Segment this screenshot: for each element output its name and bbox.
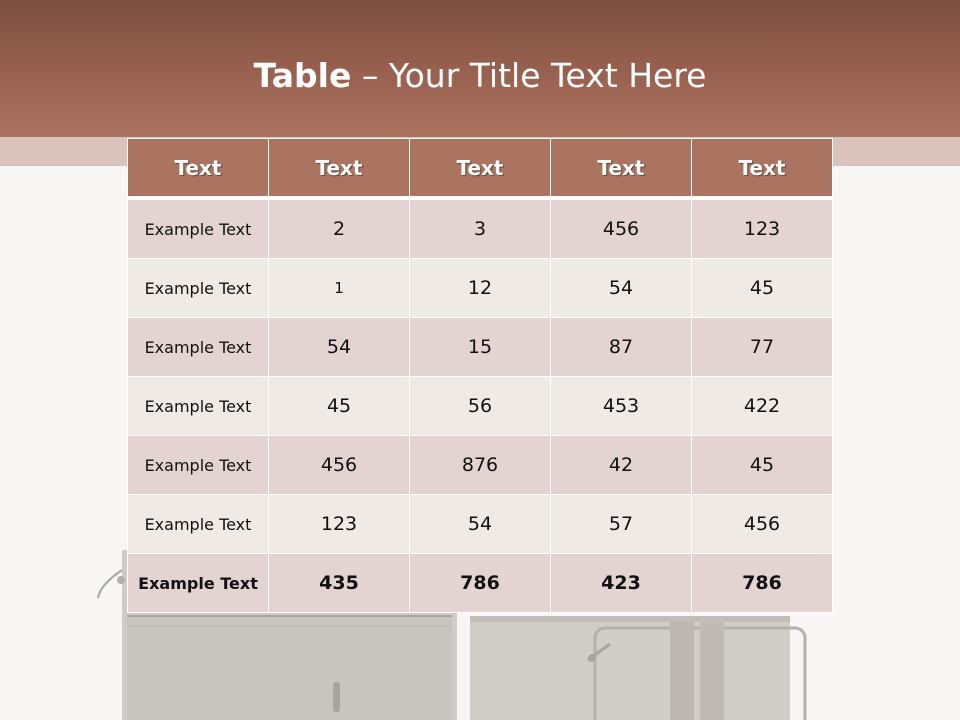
table-cell: 435 xyxy=(269,554,410,613)
table-cell: 45 xyxy=(692,436,833,495)
slide-title xyxy=(0,54,960,98)
table-row xyxy=(128,436,833,495)
table-cell: 123 xyxy=(269,495,410,554)
table-total-row xyxy=(128,554,833,613)
slide-title-rest: – Your Title Text Here xyxy=(361,56,707,95)
table-cell: 423 xyxy=(551,554,692,613)
row-label: Example Text xyxy=(128,198,269,259)
table-cell: 422 xyxy=(692,377,833,436)
table-cell: 15 xyxy=(410,318,551,377)
row-label: Example Text xyxy=(128,495,269,554)
table-row xyxy=(128,495,833,554)
row-label: Example Text xyxy=(128,436,269,495)
table-cell: 3 xyxy=(410,198,551,259)
table-cell: 123 xyxy=(692,198,833,259)
table-row xyxy=(128,377,833,436)
table-cell: 54 xyxy=(269,318,410,377)
header-cell: Text xyxy=(410,139,551,199)
table-cell: 786 xyxy=(410,554,551,613)
table-cell: 77 xyxy=(692,318,833,377)
header-cell: Text xyxy=(269,139,410,199)
table-cell: 45 xyxy=(692,259,833,318)
table-cell: 456 xyxy=(692,495,833,554)
table-cell: 1 xyxy=(269,259,410,318)
row-label: Example Text xyxy=(128,318,269,377)
table-cell: 87 xyxy=(551,318,692,377)
table-row xyxy=(128,318,833,377)
table-cell: 45 xyxy=(269,377,410,436)
row-label: Example Text xyxy=(128,377,269,436)
table-row xyxy=(128,259,833,318)
table-row xyxy=(128,198,833,259)
table-cell: 876 xyxy=(410,436,551,495)
table-cell: 456 xyxy=(269,436,410,495)
slide-title-bold: Table xyxy=(253,56,352,95)
table-cell: 456 xyxy=(551,198,692,259)
row-label: Example Text xyxy=(128,554,269,613)
table-cell: 42 xyxy=(551,436,692,495)
header-cell: Text xyxy=(551,139,692,199)
header-cell: Text xyxy=(128,139,269,199)
table-cell: 54 xyxy=(410,495,551,554)
table-header-row xyxy=(128,139,833,199)
table-cell: 786 xyxy=(692,554,833,613)
table-cell: 12 xyxy=(410,259,551,318)
table-cell: 453 xyxy=(551,377,692,436)
table-cell: 56 xyxy=(410,377,551,436)
table-cell: 57 xyxy=(551,495,692,554)
data-table xyxy=(127,138,833,613)
table-cell: 54 xyxy=(551,259,692,318)
header-cell: Text xyxy=(692,139,833,199)
table-cell: 2 xyxy=(269,198,410,259)
row-label: Example Text xyxy=(128,259,269,318)
